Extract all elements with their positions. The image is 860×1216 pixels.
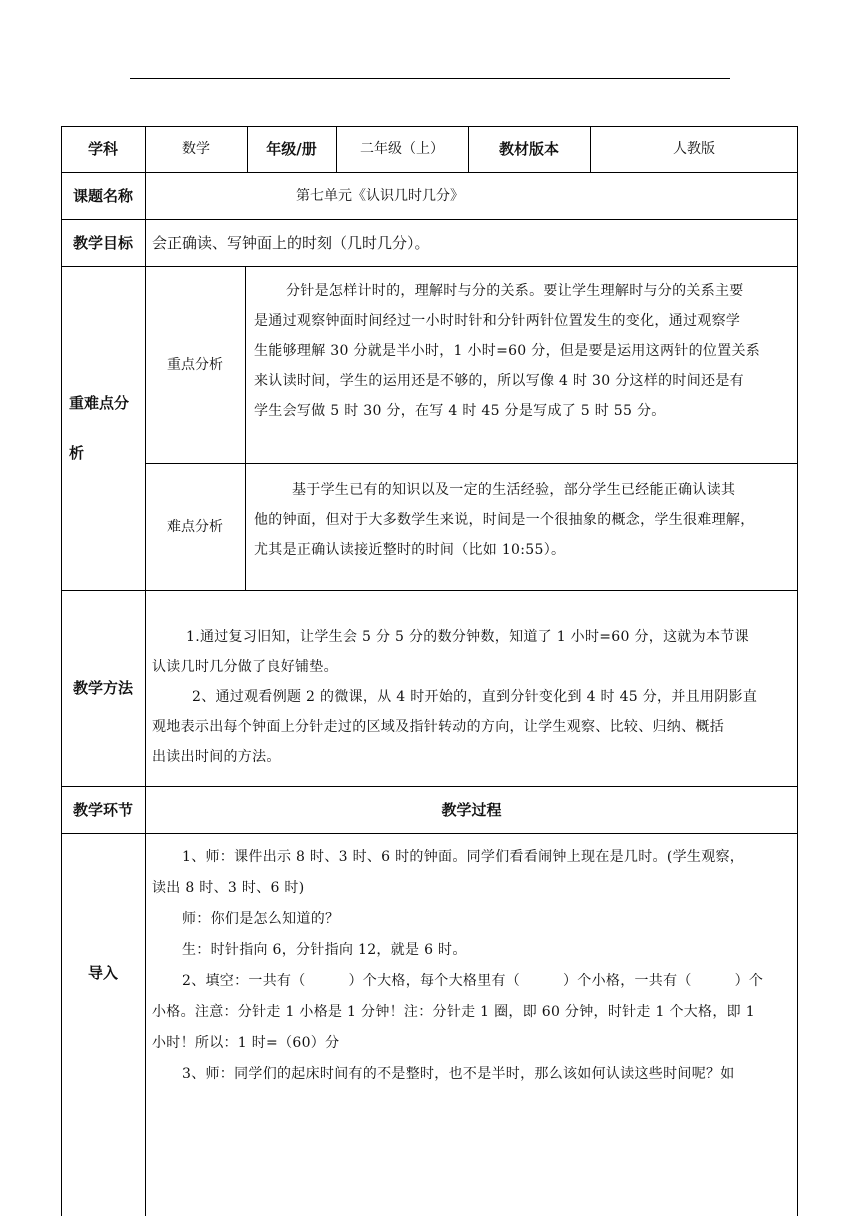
intro-line: 小时！所以：1 时=（60）分 <box>152 1035 340 1051</box>
intro-line: 生：时针指向 6，分针指向 12，就是 6 时。 <box>182 942 467 958</box>
difficult-analysis-label: 难点分析 <box>167 518 223 535</box>
key-line: 学生会写做 5 时 30 分，在写 4 时 45 分是写成了 5 时 55 分。 <box>254 403 666 419</box>
edition-value: 人教版 <box>673 141 715 157</box>
difficult-line: 他的钟面，但对于大多数学生来说，时间是一个很抽象的概念，学生很难理解， <box>254 512 755 528</box>
grade-label: 年级/册 <box>266 140 317 158</box>
intro-line: 师：你们是怎么知道的？ <box>182 911 340 927</box>
subject-value: 数学 <box>182 141 210 157</box>
intro-line: 读出 8 时、3 时、6 时) <box>152 880 305 896</box>
difficult-line: 基于学生已有的知识以及一定的生活经验，部分学生已经能正确认读其 <box>292 482 736 498</box>
edition-label: 教材版本 <box>498 140 559 158</box>
stage-header: 教学环节 <box>72 800 133 819</box>
goal-value: 会正确读、写钟面上的时刻（几时几分）。 <box>152 233 430 252</box>
method-line: 出读出时间的方法。 <box>152 749 281 765</box>
intro-line: 3、师：同学们的起床时间有的不是整时，也不是半时，那么该如何认读这些时间呢？如 <box>182 1066 735 1082</box>
key-line: 生能够理解 30 分就是半小时，1 小时=60 分，但是要是运用这两针的位置关系 <box>254 343 761 359</box>
goal-label: 教学目标 <box>72 233 133 252</box>
intro-line: 小格。注意：分针走 1 小格是 1 分钟！注：分针走 1 圈，即 60 分钟，时针走 1 个大格，即 1 <box>152 1004 755 1020</box>
difficult-line: 尤其是正确认读接近整时的时间（比如 10:55）。 <box>254 542 566 558</box>
header-rule <box>130 78 730 79</box>
topic-value: 第七单元《认识几时几分》 <box>296 187 464 204</box>
key-line: 是通过观察钟面时间经过一小时时针和分针两针位置发生的变化，通过观察学 <box>254 313 741 329</box>
method-label: 教学方法 <box>72 679 133 697</box>
intro-line: 2、填空：一共有（ ）个大格，每个大格里有（ ）个小格，一共有（ ）个 <box>182 973 764 989</box>
method-line: 1.通过复习旧知，让学生会 5 分 5 分的数分钟数，知道了 1 小时=60 分，这就为本节课 <box>186 629 749 645</box>
analysis-label-line2: 析 <box>69 444 85 462</box>
key-analysis-text <box>254 276 794 426</box>
key-analysis-label: 重点分析 <box>167 356 223 373</box>
analysis-label <box>61 266 145 590</box>
method-line: 观地表示出每个钟面上分针走过的区域及指针转动的方向，让学生观察、比较、归纳、概括 <box>152 719 724 735</box>
intro-text <box>152 842 794 1090</box>
method-line: 2、通过观看例题 2 的微课，从 4 时开始的，直到分针变化到 4 时 45 分，并且用阴影直 <box>192 689 758 705</box>
topic-label: 课题名称 <box>72 186 133 205</box>
method-line: 认读几时几分做了良好铺垫。 <box>152 659 338 675</box>
key-line: 来认读时间，学生的运用还是不够的，所以写像 4 时 30 分这样的时间还是有 <box>254 373 744 389</box>
analysis-label-line1: 重难点分 <box>69 394 130 412</box>
subject-label: 学科 <box>87 140 118 158</box>
difficult-analysis-text <box>254 475 794 565</box>
intro-line: 1、师：课件出示 8 时、3 时、6 时的钟面。同学们看看闹钟上现在是几时。(学生观察， <box>182 849 745 865</box>
intro-label: 导入 <box>87 964 118 982</box>
key-line: 分针是怎样计时的，理解时与分的关系。要让学生理解时与分的关系主要 <box>286 283 744 299</box>
method-text <box>152 622 794 772</box>
grade-value: 二年级（上） <box>360 141 444 157</box>
process-header: 教学过程 <box>441 800 502 819</box>
